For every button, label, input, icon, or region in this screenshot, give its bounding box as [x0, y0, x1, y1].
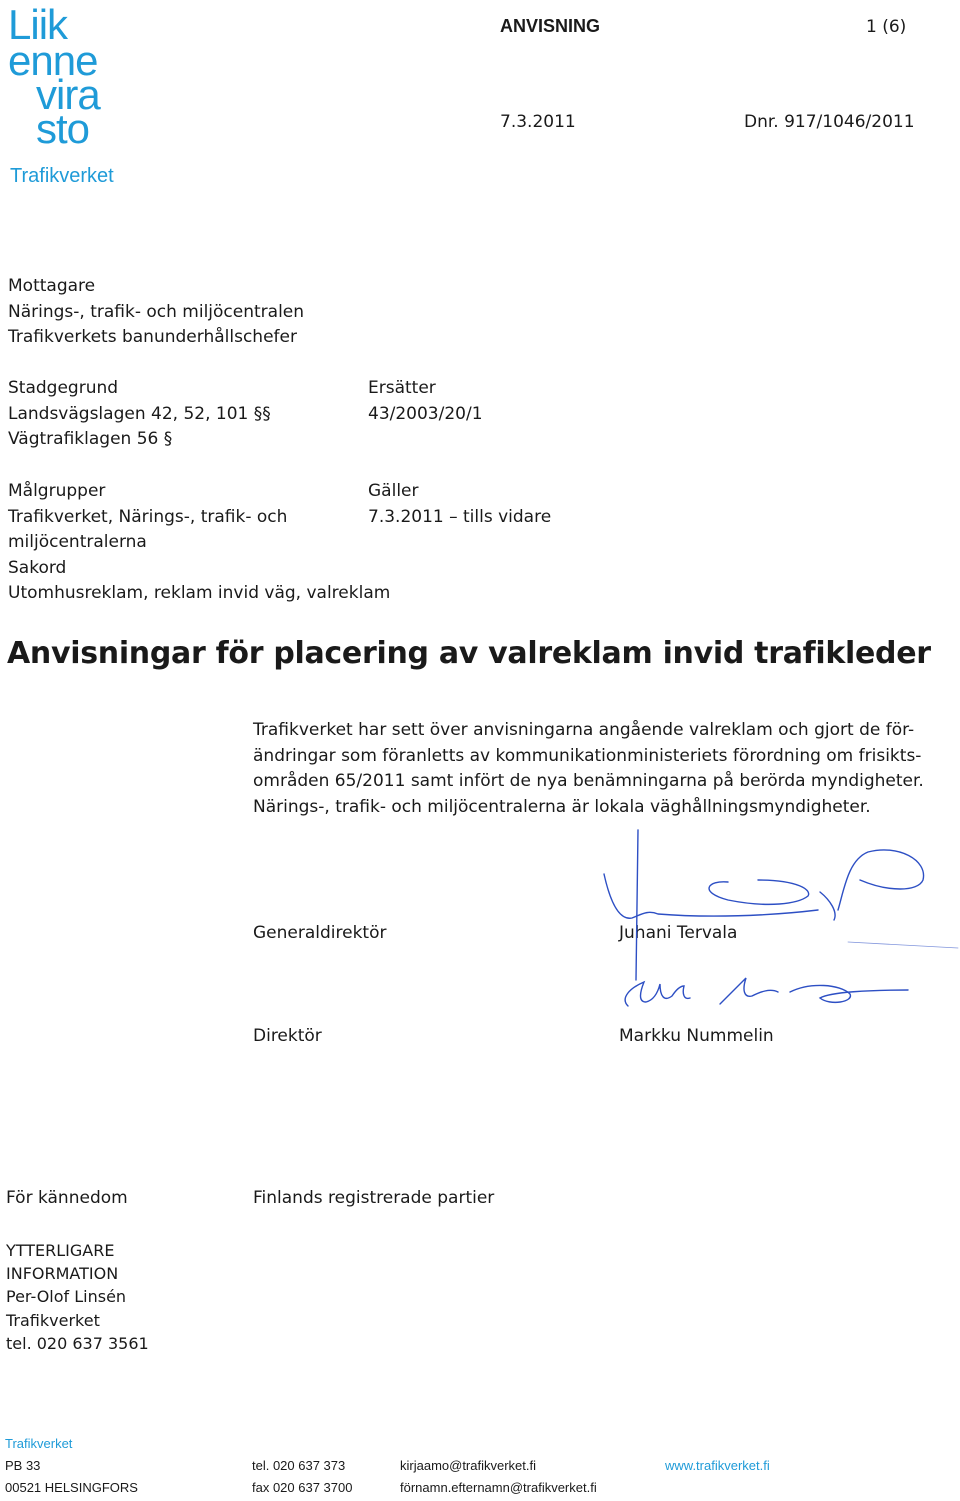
- target-groups-block: [8, 479, 390, 607]
- footer-org: Trafikverket: [5, 1436, 73, 1451]
- signature-name-1: Juhani Tervala: [619, 923, 738, 943]
- logo-line-3: vira: [36, 71, 100, 118]
- signature-role-2: Direktör: [253, 1026, 322, 1046]
- valid-value: 7.3.2011 – tills vidare: [368, 506, 552, 527]
- for-information-label: För kännedom: [6, 1188, 128, 1208]
- recipients-block: [8, 274, 304, 351]
- doc-date: 7.3.2011: [500, 112, 576, 132]
- replaces-value: 43/2003/20/1: [368, 403, 483, 424]
- footer-phone: [252, 1455, 352, 1499]
- subject-value: Utomhusreklam, reklam invid väg, valreklam: [8, 583, 391, 603]
- body-text: [253, 718, 924, 820]
- doc-type: ANVISNING: [500, 16, 601, 36]
- for-information-value: Finlands registrerade partier: [253, 1188, 495, 1208]
- more-info-line: Per-Olof Linsén: [6, 1287, 127, 1307]
- target-groups-line: miljöcentralerna: [8, 532, 147, 552]
- recipients-label: Mottagare: [8, 276, 96, 296]
- footer-address-line: PB 33: [5, 1458, 41, 1473]
- page-number: 1 (6): [866, 17, 907, 37]
- valid-block: [368, 479, 551, 530]
- legal-basis-line: Vägtrafiklagen 56 §: [8, 429, 173, 449]
- target-groups-label: Målgrupper: [8, 481, 106, 501]
- target-groups-line: Trafikverket, Närings-, trafik- och: [8, 506, 288, 527]
- more-info-line: INFORMATION: [6, 1264, 119, 1284]
- replaces-block: [368, 376, 483, 427]
- more-info-line: tel. 020 637 3561: [6, 1333, 149, 1353]
- body-line: Närings-, trafik- och miljöcentralerna är lokala väghållningsmyndigheter.: [253, 796, 871, 817]
- footer-website-link[interactable]: www.trafikverket.fi: [665, 1458, 770, 1473]
- footer-address-line: 00521 HELSINGFORS: [5, 1480, 138, 1495]
- signature-role-1: Generaldirektör: [253, 923, 387, 943]
- footer-email-personal[interactable]: förnamn.efternamn@trafikverket.fi: [400, 1480, 597, 1495]
- footer-email: [400, 1455, 597, 1499]
- footer-fax: fax 020 637 3700: [252, 1480, 353, 1495]
- logo-subtitle: Trafikverket: [10, 165, 114, 187]
- more-info-block: [6, 1239, 149, 1355]
- recipients-line: Trafikverkets banunderhållschefer: [8, 327, 297, 347]
- handwritten-signature-2: [610, 962, 910, 1022]
- body-line: ändringar som föranletts av kommunikationministeriets förordning om frisikts-: [253, 745, 922, 766]
- signature-name-2: Markku Nummelin: [619, 1026, 774, 1046]
- footer-email-registry[interactable]: kirjaamo@trafikverket.fi: [400, 1458, 537, 1473]
- logo-line-1: Liik: [8, 1, 68, 48]
- body-line: Trafikverket har sett över anvisningarna angående valreklam och gjort de för-: [253, 720, 915, 740]
- legal-basis-label: Stadgegrund: [8, 378, 119, 398]
- footer-tel: tel. 020 637 373: [252, 1458, 346, 1473]
- replaces-label: Ersätter: [368, 378, 436, 398]
- logo-line-2: enne: [8, 37, 98, 84]
- legal-basis-line: Landsvägslagen 42, 52, 101 §§: [8, 403, 271, 424]
- logo-line-4: sto: [36, 105, 90, 152]
- subject-label: Sakord: [8, 557, 67, 578]
- footer-address: [5, 1433, 138, 1499]
- legal-basis-block: [8, 376, 271, 453]
- valid-label: Gäller: [368, 481, 419, 501]
- document-title: Anvisningar för placering av valreklam invid trafikleder: [7, 636, 931, 671]
- recipients-line: Närings-, trafik- och miljöcentralen: [8, 301, 305, 322]
- body-line: områden 65/2011 samt infört de nya benämningarna på berörda myndigheter.: [253, 771, 924, 791]
- doc-dnr: Dnr. 917/1046/2011: [744, 112, 915, 132]
- more-info-line: Trafikverket: [6, 1310, 100, 1330]
- more-info-line: YTTERLIGARE: [6, 1241, 115, 1260]
- handwritten-signature-1: [598, 830, 958, 980]
